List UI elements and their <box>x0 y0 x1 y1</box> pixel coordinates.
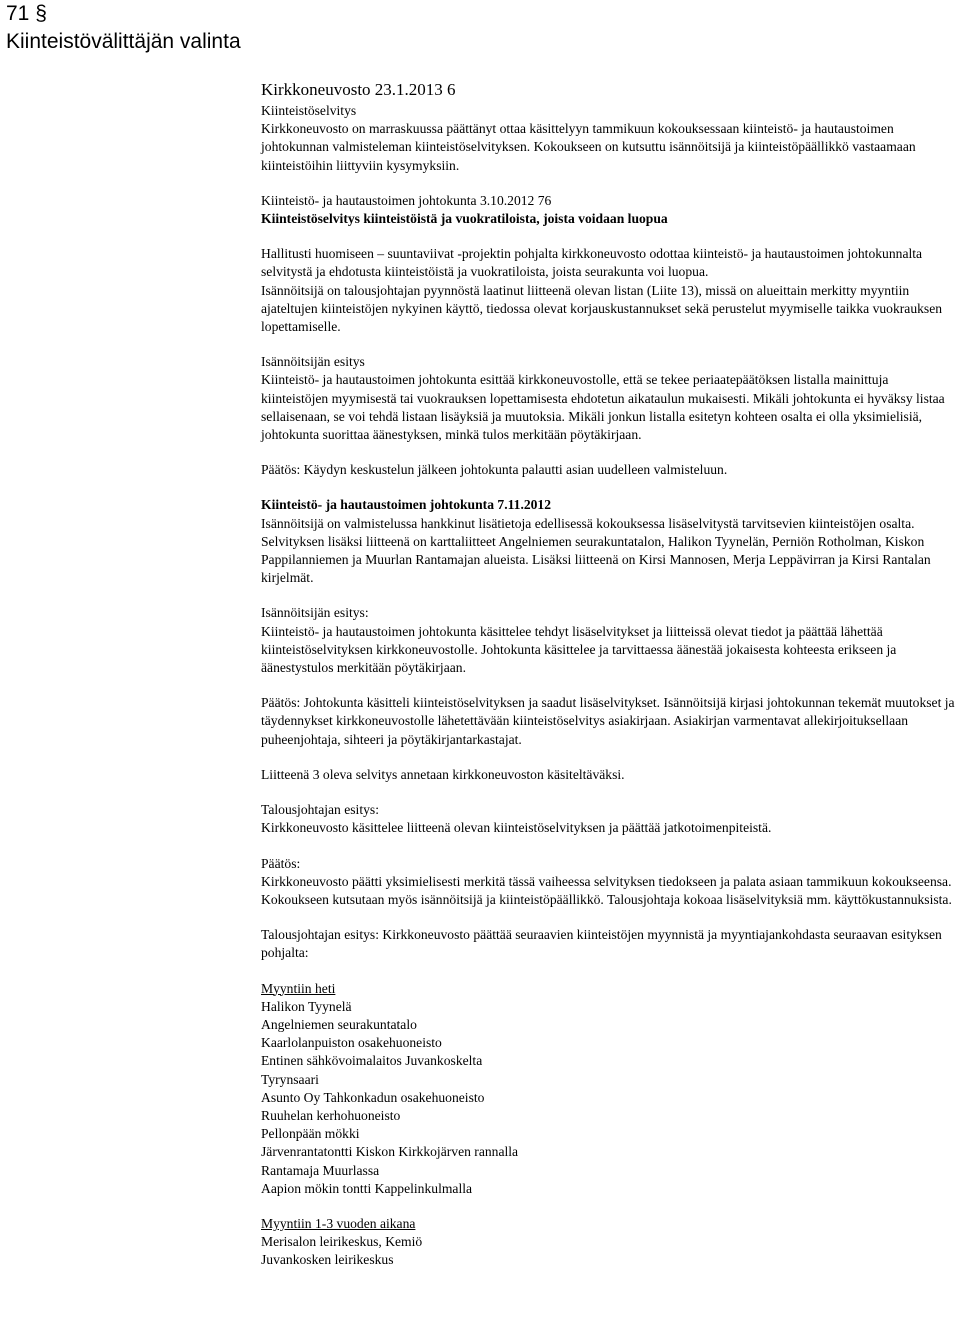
list-item: Aapion mökin tontti Kappelinkulmalla <box>261 1180 473 1196</box>
meeting-heading: Kiinteistöselvitys <box>261 103 357 118</box>
sale-later-heading: Myyntiin 1-3 vuoden aikana <box>261 1215 416 1231</box>
section2-appendix: Liitteenä 3 oleva selvitys annetaan kirkkoneuvoston käsiteltäväksi. <box>261 766 625 782</box>
section1-para2: Isännöitsijä on talousjohtajan pyynnöstä laatinut liitteenä olevan listan (Liite 13), missä on alueittain merkitty myyntiin ajateltujen kiinteistöjen nykyinen käyttö, tiedossa olevat korjauskustannukset sekä perustelut myymiselle taikka vuokrauksen lopettamiselle. <box>261 282 943 335</box>
section2-proposal-heading: Isännöitsijän esitys: <box>261 605 369 621</box>
section2-decision: Päätös: Johtokunta käsitteli kiinteistöselvityksen ja saadut lisäselvitykset. Isännöitsijä kirjasi johtokunnan tekemät muutokset ja täydennykset kirkkoneuvostolle lähetettävään kiinteistöselvitys asiakirjaan. Asiakirjan varmentavat allekirjoituksellaan puheenjohtaja, sihteeri ja pöytäkirjantarkastajat. <box>261 695 955 747</box>
list-item: Asunto Oy Tahkonkadun osakehuoneisto <box>261 1089 485 1105</box>
sale-now-heading: Myyntiin heti <box>261 980 336 996</box>
meeting-title: Kirkkoneuvosto 23.1.2013 6 <box>261 80 456 99</box>
list-item: Merisalon leirikeskus, Kemiö <box>261 1234 423 1250</box>
section1-title: Kiinteistöselvitys kiinteistöistä ja vuokratiloista, joista voidaan luopua <box>261 211 668 227</box>
list-item: Kaarlolanpuiston osakehuoneisto <box>261 1035 442 1051</box>
section-title: Kiinteistövälittäjän valinta <box>6 30 241 53</box>
section3-proposal-text: Kirkkoneuvosto käsittelee liitteenä olevan kiinteistöselvityksen ja päättää jatkotoimenpiteistä. <box>261 820 772 836</box>
meeting-intro: Kirkkoneuvosto on marraskuussa päättänyt ottaa käsittelyyn tammikuun kokouksessaan kiinteistö- ja hautaustoimen johtokunnan valmisteleman kiinteistöselvityksen. Kokoukseen on kutsuttu isännöitsijä ja kiinteistöpäällikkö vastaamaan kiinteistöihin liittyviin kysymyksiin. <box>261 121 916 173</box>
list-item: Angelniemen seurakuntatalo <box>261 1016 417 1032</box>
section1-proposal-text: Kiinteistö- ja hautaustoimen johtokunta esittää kirkkoneuvostolle, että se tekee periaatepäätöksen listalla mainittuja kiinteistöjen myymisestä tai vuokrauksen lopettamisesta ehdotetun aikataulun mukaisesti. Mikäli johtokunta ei hyväksy listaa sellaisenaan, se voi tehdä listaan lisäyksiä ja muutoksia. Mikäli jonkun listalla esitetyn kohteen osalta ei olla yksimielisiä, johtokunta suorittaa äänestyksen, minkä tulos merkitään pöytäkirjaan. <box>261 372 945 443</box>
document-body <box>261 78 957 1270</box>
list-item: Ruuhelan kerhohuoneisto <box>261 1107 401 1123</box>
sale-later-list <box>261 1233 957 1269</box>
section1-meeting-ref: Kiinteistö- ja hautaustoimen johtokunta 3.10.2012 76 <box>261 192 552 208</box>
section1-para1: Hallitusti huomiseen – suuntaviivat -projektin pohjalta kirkkoneuvosto odottaa kiinteistö- ja hautaustoimen johtokunnalta selvitystä ja ehdotusta kiinteistöistä ja vuokratiloista, joista seurakunta voi luopua. <box>261 246 923 280</box>
list-item: Juvankosken leirikeskus <box>261 1252 394 1268</box>
section2-meeting-ref: Kiinteistö- ja hautaustoimen johtokunta 7.11.2012 <box>261 497 552 513</box>
section1-decision: Päätös: Käydyn keskustelun jälkeen johtokunta palautti asian uudelleen valmisteluun. <box>261 462 728 478</box>
page-header <box>6 0 241 56</box>
list-item: Rantamaja Muurlassa <box>261 1162 380 1178</box>
list-item: Tyrynsaari <box>261 1071 319 1087</box>
sale-now-list <box>261 998 957 1198</box>
list-item: Entinen sähkövoimalaitos Juvankoskelta <box>261 1053 483 1069</box>
section2-para1: Isännöitsijä on valmistelussa hankkinut lisätietoja edellisessä kokouksessa lisäselvitystä tarvitsevien kiinteistöjen osalta. Selvityksen lisäksi liitteenä on karttaliitteet Angelniemen seurakuntatalon, Halikon Tyynelän, Perniön Rotholman, Kiskon Pappilanniemen ja Muurlan Rantamajan alueista. Lisäksi liitteenä on Kirsi Mannosen, Merja Leppävirran ja Kirsi Rantalan kirjelmät. <box>261 515 931 586</box>
section3-decision-heading: Päätös: <box>261 855 301 871</box>
section1-proposal-heading: Isännöitsijän esitys <box>261 354 365 370</box>
section2-proposal-text: Kiinteistö- ja hautaustoimen johtokunta käsittelee tehdyt lisäselvitykset ja liitteissä olevat tiedot ja päättää lähettää kiinteistöselvityksen kirkkoneuvostolle. Johtokunta käsittelee ja tarvittaessa äänestää jokaisesta kohteesta erikseen ja äänestystulos merkitään pöytäkirjaan. <box>261 623 897 676</box>
list-item: Pellonpään mökki <box>261 1126 360 1142</box>
section3-proposal-heading: Talousjohtajan esitys: <box>261 802 379 818</box>
section3-proposal2: Talousjohtajan esitys: Kirkkoneuvosto päättää seuraavien kiinteistöjen myynnistä ja myyntiajankohdasta seuraavan esityksen pohjalta: <box>261 927 942 961</box>
section3-decision-text: Kirkkoneuvosto päätti yksimielisesti merkitä tässä vaiheessa selvityksen tiedokseen ja palata asiaan tammikuun kokoukseensa. Kokoukseen kutsutaan myös isännöitsijä ja kiinteistöpäällikkö. Talousjohtaja kokoaa lisäselvityksiä mm. käyttökustannuksista. <box>261 873 952 907</box>
list-item: Järvenrantatontti Kiskon Kirkkojärven rannalla <box>261 1144 519 1160</box>
section-number: 71 § <box>6 2 47 25</box>
list-item: Halikon Tyynelä <box>261 998 352 1014</box>
